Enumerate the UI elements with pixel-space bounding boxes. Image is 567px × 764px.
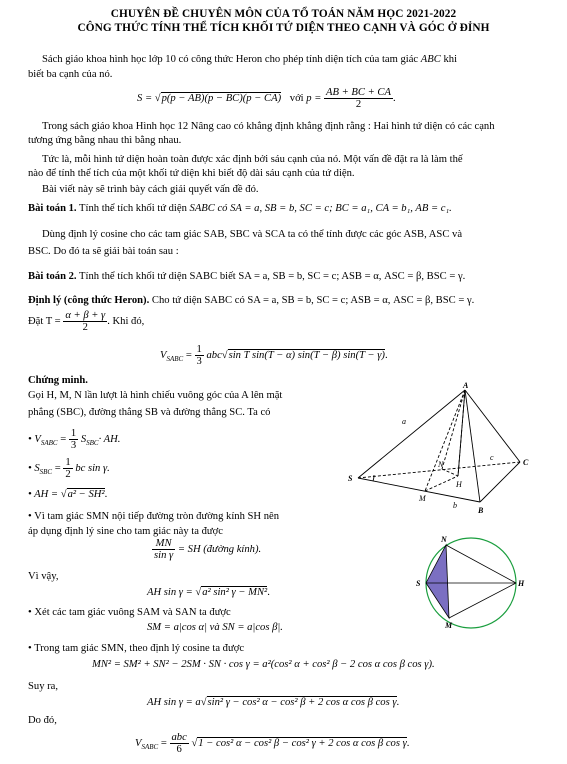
proof-bullet-6: • Trong tam giác SMN, theo định lý cosine ta được	[28, 643, 245, 654]
circle-figure	[410, 532, 535, 632]
proof-bullet-5: • Xét các tam giác vuông SAM và SAN ta được	[28, 607, 231, 618]
proof-line-2: phẳng (SBC), đường thẳng SB và đường thẳng SC. Ta có	[28, 407, 271, 418]
intro-line-2: biết ba cạnh của nó.	[28, 69, 113, 80]
sine-law-eq: $\frac{MN}{\text{sin γ}}$ = SH (đường kính).	[154, 538, 262, 561]
fig2-label-s: S	[416, 579, 421, 588]
fig1-label-b-vertex: B	[478, 506, 484, 515]
fig1-label-m: M	[419, 494, 426, 503]
heron-formula: S = √p(p − AB)(p − BC)(p − CA) với p = $\frac{AB + BC + CA}{2}$ .	[137, 87, 396, 110]
proof-bullet-area: • $S_{SBC}$ = $\frac{1}{2}$ bc sin γ.	[28, 457, 110, 480]
fig1-label-a-edge: a	[402, 417, 406, 426]
fig1-label-s: S	[348, 474, 353, 483]
theorem-volume-formula: $V_{SABC}$ = $\frac{1}{3}$ abc√sin T sin(T − α) sin(T − β) sin(T − γ).	[160, 344, 388, 367]
fig1-label-n: N	[438, 460, 444, 469]
proof-title: Chứng minh.	[28, 375, 88, 386]
tetrahedron-figure	[340, 380, 545, 520]
p5-line-1: Dùng định lý cosine cho các tam giác SAB, SBC và SCA ta có thể tính được các góc ASB, ASC và	[42, 229, 463, 240]
problem-1: Bài toán 1. Tính thể tích khối tứ diện SABC có SA = a, SB = b, SC = c; BC = a₁, CA = b₁, AB = c₁.	[28, 203, 452, 214]
fig1-label-c-edge: c	[490, 453, 494, 462]
intro-p2-line-2: tương ứng bằng nhau thì bằng nhau.	[28, 135, 182, 146]
fig2-label-n: N	[441, 535, 447, 544]
proof-bullet-volume: • $V_{SABC}$ = $\frac{1}{3}$ $S_{SBC}\cdot$ AH.	[28, 428, 121, 451]
problem-2: Bài toán 2. Tính thể tích khối tứ diện SABC biết SA = a, SB = b, SC = c; ASB = α, ASC = β, BSC = γ.	[28, 271, 466, 282]
fig1-label-c-vertex: C	[523, 458, 529, 467]
vi-vay: Vì vậy,	[28, 571, 59, 582]
intro-p3-line-2: nào để tính thể tích của một khối tứ diện khi biết độ dài sáu cạnh của tứ diện.	[28, 168, 355, 179]
eq-ah-sin: AH sin γ = √a² sin² γ − MN².	[147, 587, 270, 598]
triangle-smn	[426, 545, 449, 618]
eq-final-volume: $V_{SABC}$ = $\frac{\text{abc}}{6}$ √1 − cos² α − cos² β − cos² γ + 2 cos α cos β cos γ.	[135, 732, 410, 755]
segment-mh	[449, 583, 516, 618]
fig1-label-b-edge: b	[453, 501, 457, 510]
do-do: Do đó,	[28, 715, 57, 726]
fig2-label-m: M	[445, 621, 453, 630]
segment-ah	[458, 390, 465, 476]
intro-p2-line-1: Trong sách giáo khoa Hình học 12 Nâng cao có khẳng định khẳng định rằng : Hai hình tứ diện có các cạnh	[42, 121, 495, 132]
eq-ah-expanded: AH sin γ = a√sin² γ − cos² α − cos² β + 2 cos α cos β cos γ.	[147, 697, 400, 708]
fig1-label-h: H	[456, 480, 462, 489]
segment-nh	[446, 545, 516, 583]
segment-nh	[442, 469, 458, 476]
edge-sa	[358, 390, 465, 478]
fig1-label-a-vertex: A	[463, 381, 469, 390]
header-line-2: CÔNG THỨC TÍNH THỂ TÍCH KHỐI TỨ DIỆN THEO CẠNH VÀ GÓC Ở ĐỈNH	[77, 22, 490, 34]
theorem-statement: Định lý (công thức Heron). Cho tứ diện SABC có SA = a, SB = b, SC = c; ASB = α, ASC = β, BSC = γ.	[28, 295, 475, 306]
header-line-1: CHUYÊN ĐỀ CHUYÊN MÔN CỦA TỔ TOÁN NĂM HỌC 2021-2022	[110, 8, 457, 20]
proof-line-1: Gọi H, M, N lần lượt là hình chiếu vuông góc của A lên mặt	[28, 390, 283, 401]
angle-gamma-arc	[373, 475, 374, 481]
proof-bullet-4-line-2: áp dụng định lý sine cho tam giác này ta được	[28, 526, 223, 537]
intro-line-1: Sách giáo khoa hình học lớp 10 có công thức Heron cho phép tính diện tích của tam giác ABC khi	[42, 54, 458, 65]
eq-mn-squared: MN² = SM² + SN² − 2SM · SN · cos γ = a²(cos² α + cos² β − 2 cos α cos β cos γ).	[92, 659, 435, 670]
segment-mh	[425, 476, 458, 491]
intro-p3-line-1: Tức là, mỗi hình tứ diện hoàn toàn được xác định bởi sáu cạnh của nó. Một vấn đề đặt ra là làm thế	[42, 154, 463, 165]
proof-bullet-4-line-1: • Vì tam giác SMN nội tiếp đường tròn đường kính SH nên	[28, 511, 280, 522]
theorem-t-definition: Đặt T = $\frac{\alpha + \beta + \gamma}{2}$ . Khi đó,	[28, 310, 145, 333]
intro-p4: Bài viết này sẽ trình bày cách giải quyết vấn đề đó.	[42, 184, 259, 195]
p5-line-2: BSC. Do đó ta sẽ giải bài toán sau :	[28, 246, 179, 257]
eq-sm-sn: SM = a|cos α| và SN = a|cos β|.	[147, 622, 283, 633]
segment-am	[425, 390, 465, 491]
suy-ra: Suy ra,	[28, 681, 59, 692]
proof-bullet-ah: • AH = √a² − SH².	[28, 489, 108, 500]
fig2-label-h: H	[518, 579, 525, 588]
edge-bc	[480, 462, 520, 502]
